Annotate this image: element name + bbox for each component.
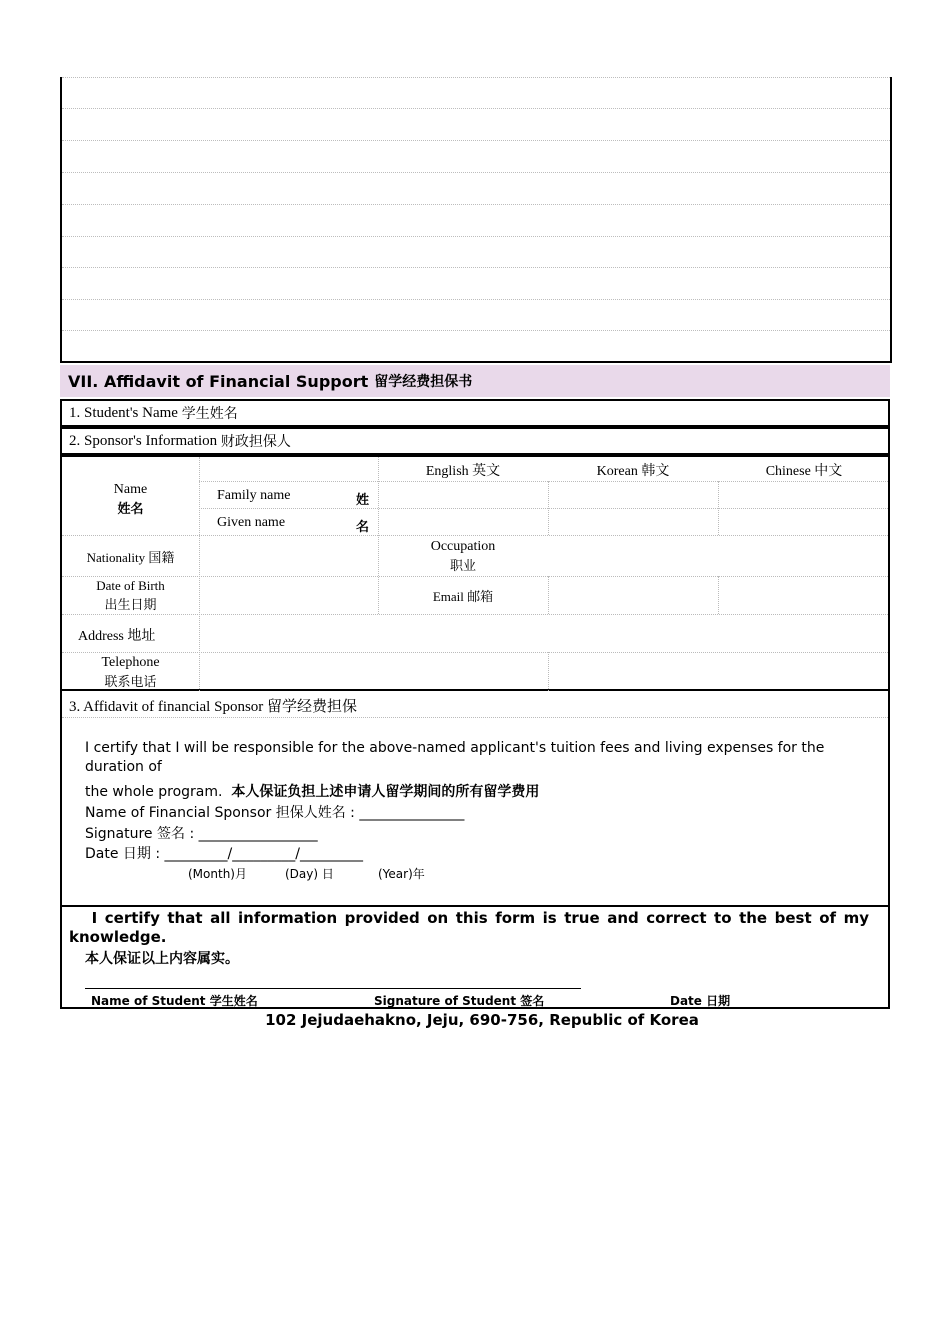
family-name-korean-input[interactable] (549, 482, 718, 508)
name-of-student-label: Name of Student 学生姓名 (91, 994, 258, 1008)
continued-section-box (60, 77, 892, 363)
section-number: VII. (68, 371, 99, 391)
day-label: (Day) 日 (285, 867, 334, 881)
sponsor-signature-field[interactable]: Signature 签名 : _________________ (85, 826, 318, 842)
blank-line[interactable] (62, 236, 890, 237)
given-name-label-zh: 名 (356, 520, 370, 535)
signature-of-student-label: Signature of Student 签名 (374, 994, 545, 1008)
given-name-english-input[interactable] (379, 509, 548, 535)
address-label: Address 地址 (78, 629, 156, 644)
col-chinese-header: Chinese 中文 (765, 464, 843, 479)
sponsor-date-field[interactable]: Date 日期 : _________/_________/_________ (85, 846, 363, 862)
nationality-input[interactable] (200, 536, 378, 576)
occupation-label: Occupation 职业 (430, 538, 496, 574)
occupation-input[interactable] (549, 536, 889, 576)
affidavit-title: 3. Affidavit of financial Sponsor 留学经费担保 (69, 699, 358, 715)
col-korean-header: Korean 韩文 (596, 464, 670, 479)
sponsor-name-field[interactable]: Name of Financial Sponsor 担保人姓名 : _______________ (85, 805, 465, 821)
section-title-zh: 留学经费担保书 (374, 374, 473, 390)
family-name-chinese-input[interactable] (719, 482, 888, 508)
sponsor-info-label: 2. Sponsor's Information (69, 432, 218, 449)
date-label: Date 日期 (670, 994, 731, 1008)
family-name-english-input[interactable] (379, 482, 548, 508)
blank-line[interactable] (62, 267, 890, 268)
blank-line[interactable] (62, 108, 890, 109)
certification-section (60, 905, 890, 1009)
family-name-label: Family name (217, 488, 291, 503)
signature-line[interactable] (85, 988, 581, 989)
address-input[interactable] (200, 615, 890, 652)
name-label: Name 姓名 (113, 481, 148, 517)
section-header (60, 365, 890, 397)
col-english-header: English 英文 (425, 464, 501, 479)
dob-input[interactable] (200, 577, 378, 614)
given-name-chinese-input[interactable] (719, 509, 888, 535)
nationality-label: Nationality 国籍 (86, 549, 175, 565)
given-name-label: Given name (217, 515, 286, 530)
given-name-korean-input[interactable] (549, 509, 718, 535)
affidavit-statement-line2: duration of (85, 759, 162, 775)
footer-address: 102 Jejudaehakno, Jeju, 690-756, Republic of Korea (265, 1011, 699, 1029)
blank-line[interactable] (62, 204, 890, 205)
blank-line[interactable] (62, 140, 890, 141)
student-name-row[interactable] (60, 399, 890, 427)
student-name-label: 1. Student's Name (69, 404, 178, 421)
telephone-input-2[interactable] (549, 653, 889, 691)
blank-line[interactable] (62, 77, 890, 78)
email-label: Email 邮箱 (432, 589, 494, 604)
blank-line[interactable] (62, 299, 890, 300)
month-label: (Month)月 (188, 867, 247, 881)
telephone-input-1[interactable] (200, 653, 548, 691)
year-label: (Year)年 (378, 867, 425, 881)
sponsor-table (60, 455, 890, 691)
section-title: Affidavit of Financial Support (103, 371, 369, 391)
family-name-label-zh: 姓 (356, 493, 370, 508)
certify-statement-zh: 本人保证以上内容属实。 (85, 951, 239, 967)
sponsor-info-label-zh: 财政担保人 (220, 434, 291, 450)
affidavit-statement-line3: the whole program. 本人保证负担上述申请人留学期间的所有留学费用 (85, 784, 540, 800)
sponsor-info-row (60, 427, 890, 455)
certify-statement: I certify that all information provided on this form is true and correct to the best of my knowledge. (69, 909, 869, 946)
blank-line[interactable] (62, 172, 890, 173)
telephone-label: Telephone 联系电话 (101, 654, 160, 690)
student-name-label-zh: 学生姓名 (181, 406, 238, 422)
affidavit-section (60, 691, 890, 905)
blank-line[interactable] (62, 330, 890, 331)
email-input[interactable] (549, 577, 889, 614)
affidavit-statement-zh: 本人保证负担上述申请人留学期间的所有留学费用 (231, 784, 540, 800)
affidavit-statement-line1: I certify that I will be responsible for the above-named applicant's tuition fees and living expenses for the (85, 740, 825, 756)
dob-label: Date of Birth 出生日期 (96, 578, 165, 613)
